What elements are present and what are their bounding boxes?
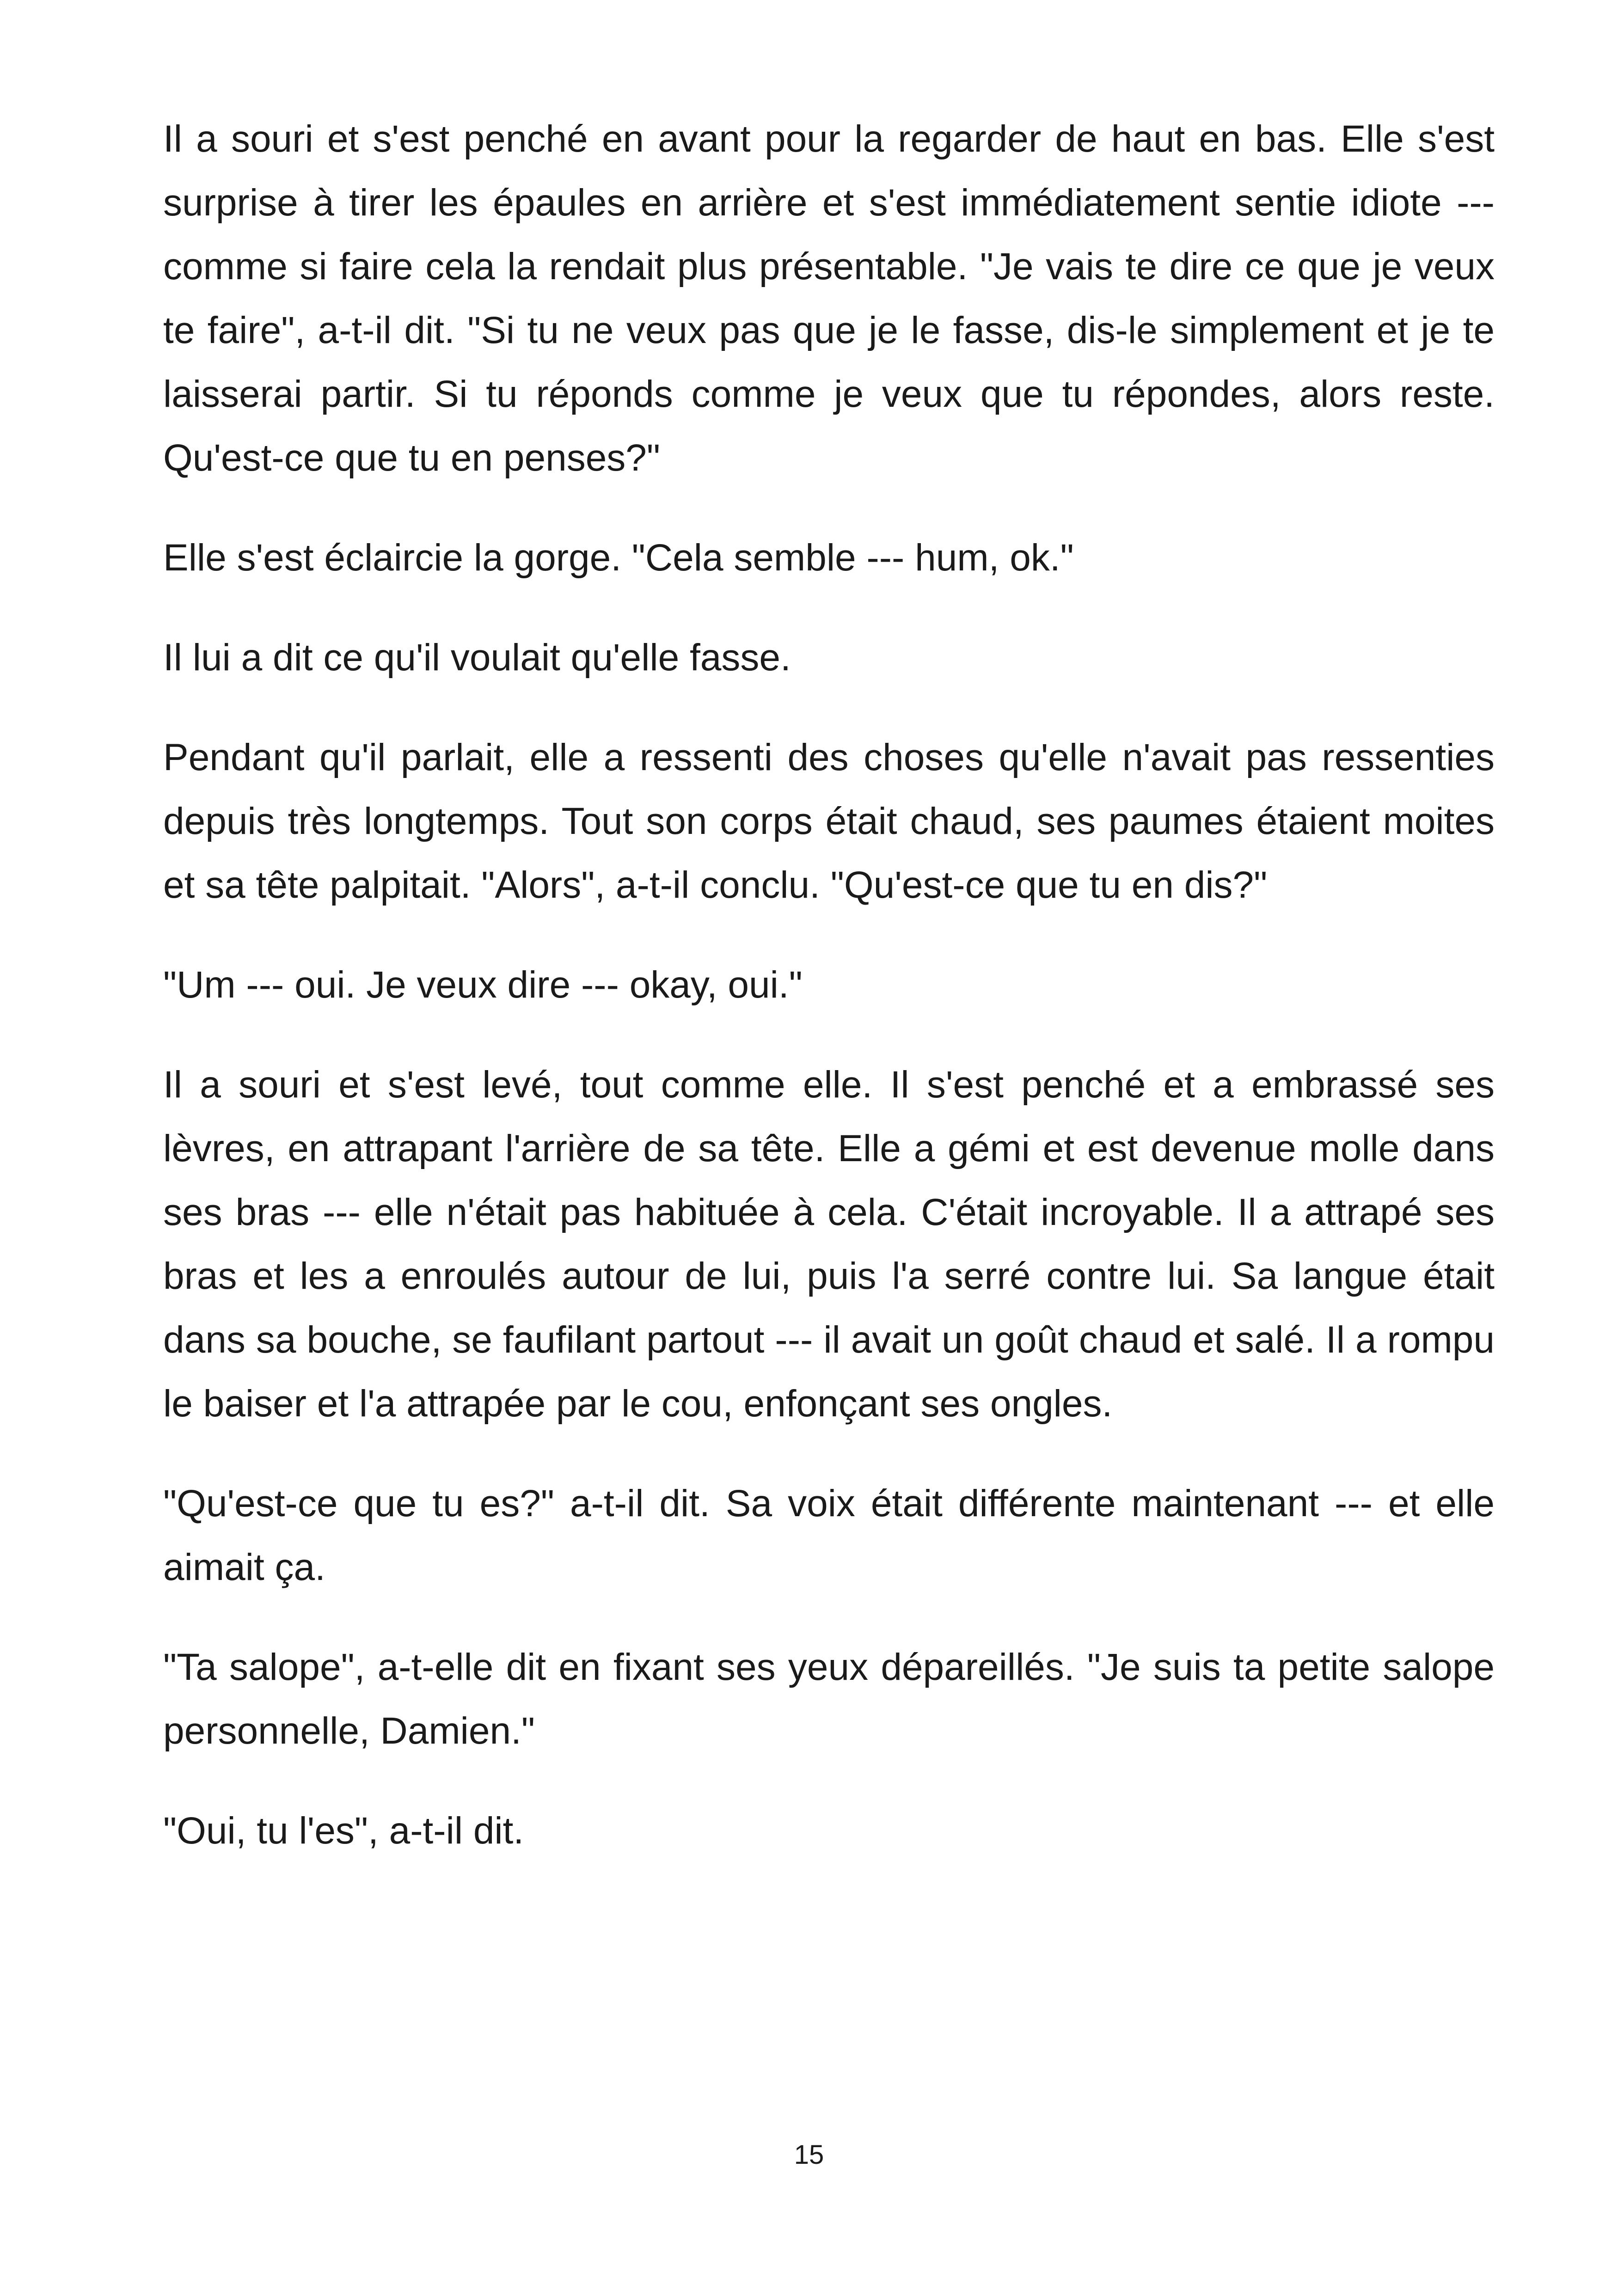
paragraph: "Um --- oui. Je veux dire --- okay, oui." — [163, 964, 803, 1006]
paragraph: Il a souri et s'est levé, tout comme elle. Il s'est penché et a embrassé ses lèvres, en attrapant l'arrière de sa tête. Elle a gémi et est devenue molle dans ses bras --- elle n'était pas habituée à cela. C'était incroyable. Il a attrapé ses bras et les a enroulés autour de lui, puis l'a serré contre lui. Sa langue était dans sa bouche, se faufilant partout --- il avait un goût chaud et salé. Il a rompu le baiser et l'a attrapée par le cou, enfonçant ses ongles. — [163, 1064, 1495, 1425]
paragraph: Pendant qu'il parlait, elle a ressenti des choses qu'elle n'avait pas ressenties depuis très longtemps. Tout son corps était chaud, ses paumes étaient moites et sa tête palpitait. "Alors", a-t-il conclu. "Qu'est-ce que tu en dis?" — [163, 736, 1495, 906]
paragraph: Il lui a dit ce qu'il voulait qu'elle fasse. — [163, 637, 791, 679]
paragraph: "Ta salope", a-t-elle dit en fixant ses yeux dépareillés. "Je suis ta petite salope personnelle, Damien." — [163, 1646, 1495, 1752]
body-text — [163, 107, 1495, 1899]
paragraph: Il a souri et s'est penché en avant pour la regarder de haut en bas. Elle s'est surprise à tirer les épaules en arrière et s'est immédiatement sentie idiote --- comme si faire cela la rendait plus présentable. "Je vais te dire ce que je veux te faire", a-t-il dit. "Si tu ne veux pas que je le fasse, dis-le simplement et je te laisserai partir. Si tu réponds comme je veux que tu répondes, alors reste. Qu'est-ce que tu en penses?" — [163, 118, 1495, 479]
paragraph: "Qu'est-ce que tu es?" a-t-il dit. Sa voix était différente maintenant --- et elle aimait ça. — [163, 1482, 1495, 1588]
paragraph: "Oui, tu l'es", a-t-il dit. — [163, 1810, 524, 1852]
paragraph: Elle s'est éclaircie la gorge. "Cela semble --- hum, ok." — [163, 537, 1074, 579]
page-number: 15 — [794, 2140, 824, 2170]
